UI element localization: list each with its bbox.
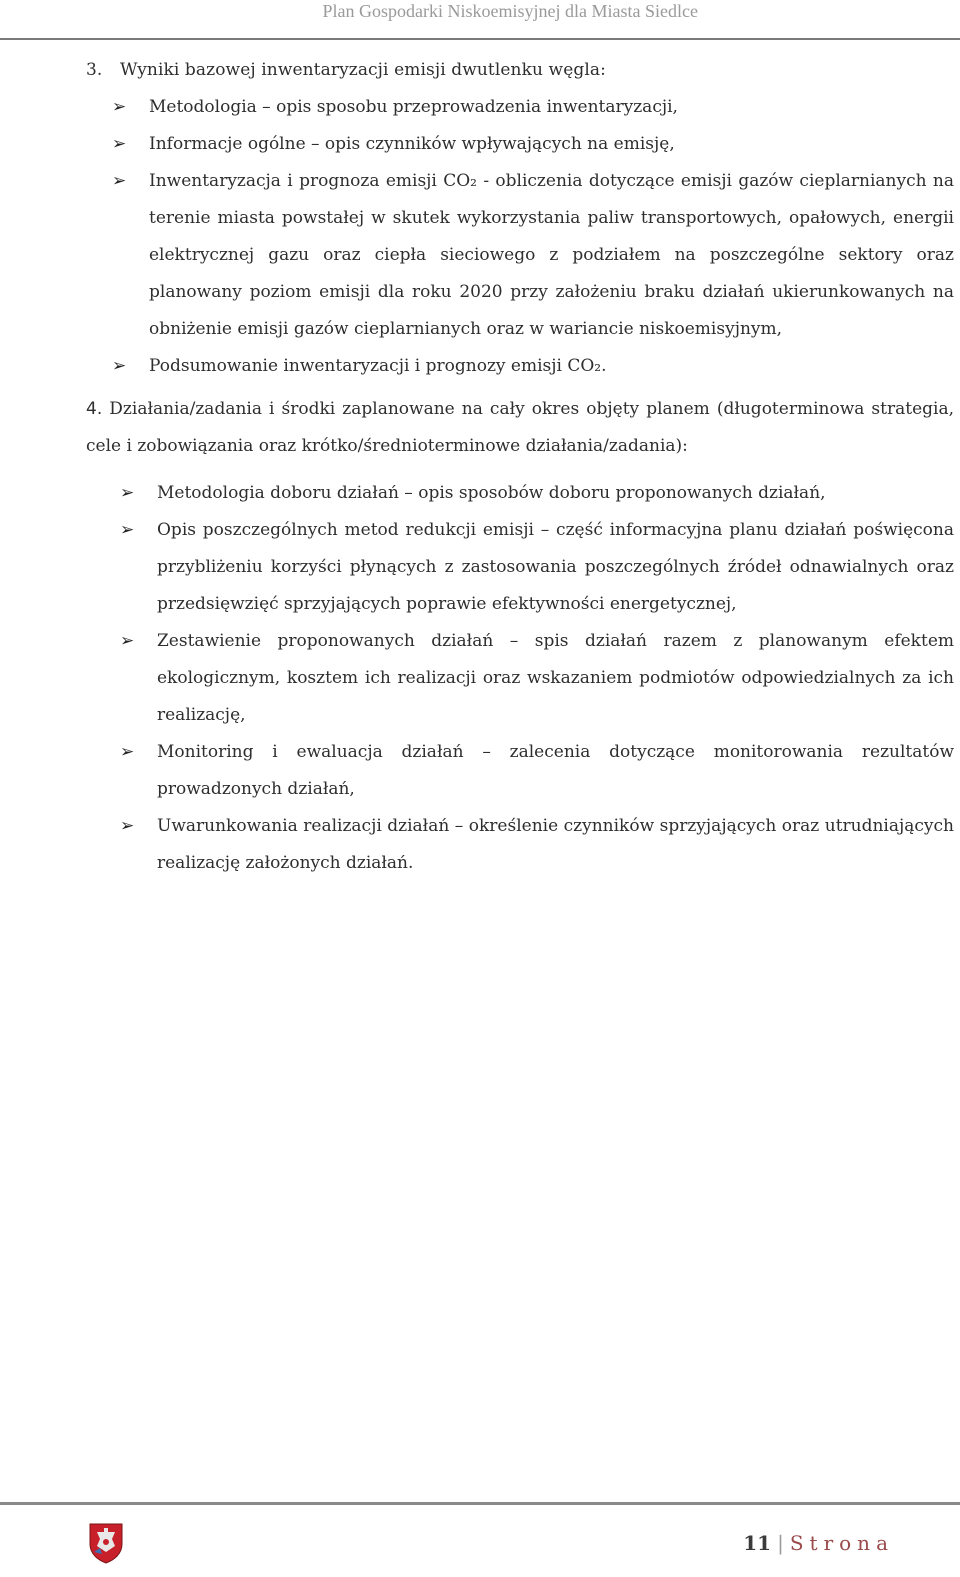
section-3-heading bbox=[86, 52, 954, 89]
city-coat-of-arms-icon bbox=[88, 1522, 124, 1564]
page-header bbox=[0, 0, 960, 40]
section-4-list bbox=[86, 475, 954, 882]
section-4-intro bbox=[86, 391, 954, 465]
list-item-text: Monitoring i ewaluacja działań – zalecenia dotyczące monitorowania rezultatów prowadzonych działań, bbox=[157, 742, 954, 799]
arrow-bullet-icon: ➢ bbox=[112, 356, 127, 376]
arrow-bullet-icon: ➢ bbox=[112, 97, 127, 117]
list-item bbox=[86, 475, 954, 512]
section-4-text: Działania/zadania i środki zaplanowane na cały okres objęty planem (długoterminowa strategia, cele i zobowiązania oraz krótko/średnioterminowe działania/zadania): bbox=[86, 399, 954, 456]
arrow-bullet-icon: ➢ bbox=[112, 171, 127, 191]
arrow-bullet-icon: ➢ bbox=[120, 816, 135, 836]
section-3-title: Wyniki bazowej inwentaryzacji emisji dwutlenku węgla: bbox=[120, 60, 606, 80]
page-number-separator: | bbox=[777, 1531, 784, 1555]
list-item-text: Informacje ogólne – opis czynników wpływających na emisję, bbox=[149, 134, 675, 154]
document-title: Plan Gospodarki Niskoemisyjnej dla Miasta Siedlce bbox=[322, 1, 698, 21]
arrow-bullet-icon: ➢ bbox=[112, 134, 127, 154]
list-item-text: Podsumowanie inwentaryzacji i prognozy emisji CO₂. bbox=[149, 356, 607, 376]
list-item bbox=[86, 89, 954, 126]
section-4-number: 4. bbox=[86, 399, 103, 419]
section-3-list bbox=[86, 89, 954, 385]
list-item-text: Metodologia doboru działań – opis sposobów doboru proponowanych działań, bbox=[157, 483, 826, 503]
page-number-value: 11 bbox=[743, 1531, 772, 1555]
document-body bbox=[86, 52, 954, 882]
arrow-bullet-icon: ➢ bbox=[120, 742, 135, 762]
arrow-bullet-icon: ➢ bbox=[120, 631, 135, 651]
list-item-text: Opis poszczególnych metod redukcji emisji – część informacyjna planu działań poświęcona przybliżeniu korzyści płynących z zastosowania poszczególnych źródeł odnawialnych oraz przedsięwzięć sprzyjających poprawie efektywności energetycznej, bbox=[157, 520, 954, 614]
list-item bbox=[86, 126, 954, 163]
footer-divider bbox=[0, 1502, 960, 1505]
arrow-bullet-icon: ➢ bbox=[120, 520, 135, 540]
list-item bbox=[86, 512, 954, 623]
list-item bbox=[86, 734, 954, 808]
arrow-bullet-icon: ➢ bbox=[120, 483, 135, 503]
list-item bbox=[86, 348, 954, 385]
list-item-text: Zestawienie proponowanych działań – spis działań razem z planowanym efektem ekologicznym, kosztem ich realizacji oraz wskazaniem podmiotów odpowiedzialnych za ich realizację, bbox=[157, 631, 954, 725]
page-number bbox=[743, 1531, 894, 1555]
list-item bbox=[86, 163, 954, 348]
list-item-text: Uwarunkowania realizacji działań – określenie czynników sprzyjających oraz utrudniających realizację założonych działań. bbox=[157, 816, 954, 873]
list-item-text: Metodologia – opis sposobu przeprowadzenia inwentaryzacji, bbox=[149, 97, 678, 117]
list-item bbox=[86, 808, 954, 882]
page-word: Strona bbox=[789, 1531, 894, 1555]
list-item bbox=[86, 623, 954, 734]
list-item-text: Inwentaryzacja i prognoza emisji CO₂ - obliczenia dotyczące emisji gazów cieplarnianych na terenie miasta powstałej w skutek wykorzystania paliw transportowych, opałowych, energii elektrycznej gazu oraz ciepła sieciowego z podziałem na poszczególne sektory oraz planowany poziom emisji dla roku 2020 przy założeniu braku działań ukierunkowanych na obniżenie emisji gazów cieplarnianych oraz w wariancie niskoemisyjnym, bbox=[149, 171, 954, 339]
section-3-number: 3. bbox=[86, 60, 103, 80]
